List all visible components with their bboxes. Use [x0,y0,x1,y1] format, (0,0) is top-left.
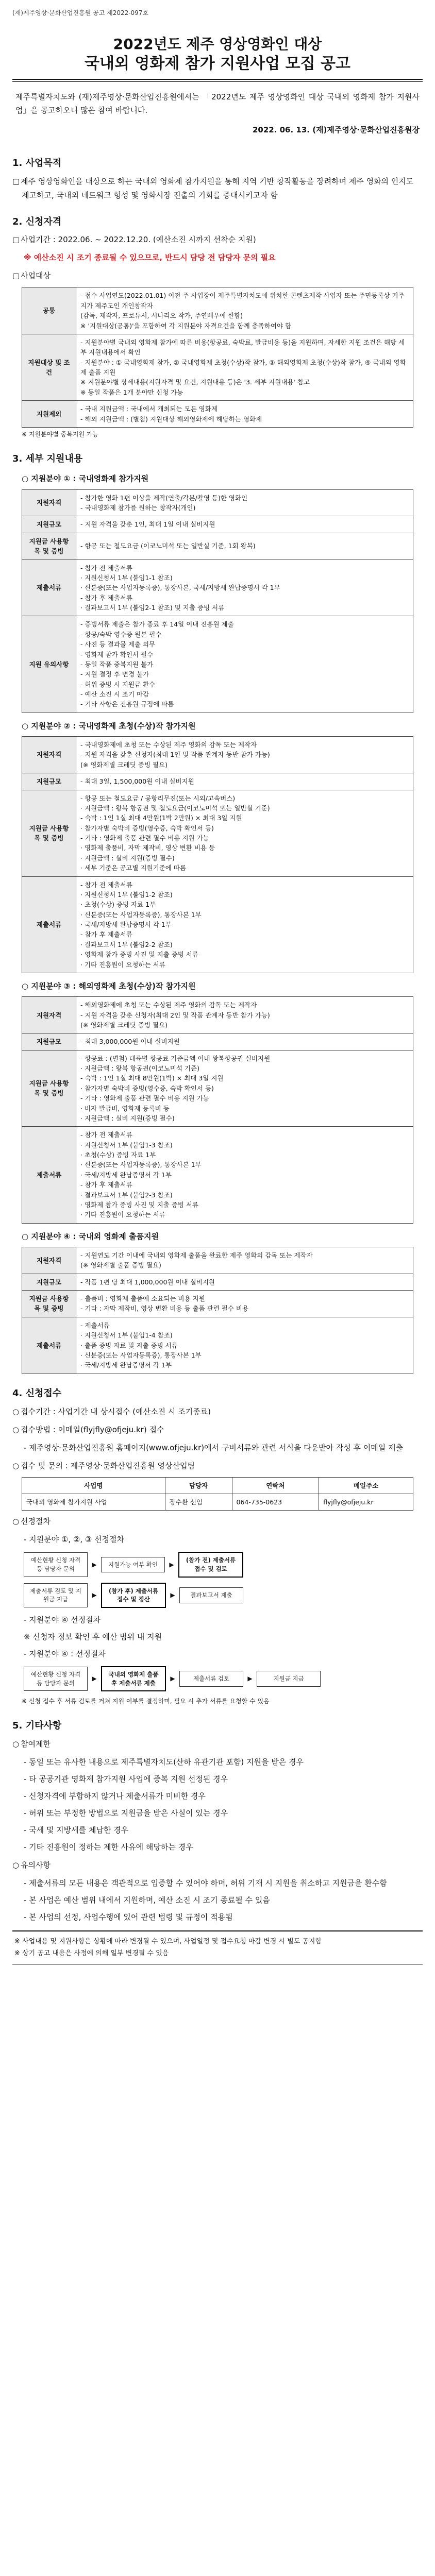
document-header-note: (재)제주영상·문화산업진흥원 공고 제2022-097호 [12,9,149,16]
period-note: ※ 예산소진 시 조기 종료될 수 있으므로, 반드시 담당 전 담당자 문의 필요 [24,253,276,263]
intro-paragraph: 제주특별자치도와 (재)제주영상·문화산업진흥원에서는 「2022년도 제주 영상영화인 대상 국내외 영화제 참가 지원사업」을 공고하오니 많은 참여 바랍니다. [15,92,420,115]
flow-12-row-1: 예산현황 신청 자격 등 담당자 문의 ▶ 지원가능 여부 확인 ▶ (참가 전) 제출서류 접수 및 검토 [24,1552,423,1577]
section-5-title: 5. 기타사항 [12,1720,62,1731]
period-line: ▢ 사업기간 : 2022.06. ~ 2022.12.20. (예산소진 시까지 선착순 지원) [12,235,256,245]
section-1-body: 제주 영상영화인을 대상으로 하는 국내외 영화제 참가지원을 통해 지역 기반 창작활동을 장려하며 제주 영화의 인지도 제고하고, 국내외 네트워크 형성 및 영화시장 진출의 기회를 증대시키고자 함 [21,176,414,200]
program-3-table: 지원자격 - 해외영화제에 초청 또는 수상된 제주 영화의 감독 또는 제작자 - 지원 자격을 갖춘 신청자(최대 2인 및 작품 관계자 동반 참가 가능) (※ 영화제별 크레딧 증빙 필요) 지원규모 - 최대 3,000,000원 이내 실비지원 지원금 사용항목 및 증빙 - 항공료 : (별첨) 대륙별 항공료 기준금액 이내 왕복항공권 실비지원 · 지원금액 : 왕복 항공권(이코노미석 기준) - 숙박 : 1인 1실 최대 8만원(1박) × 최대 3일 지원 · 참가자별 숙박비 증빙(영수증, 숙박 확인서 등) - 기타 : 영화제 출품 관련 필수 비용 지원 가능 · 비자 발급비, 영화제 등록비 등 · 지원금액 : 실비 지원(증빙 필수) 제출서류 - 참가 전 제출서류 · 지원신청서 1부 (붙임1-3 참조) · 초청(수상) 증빙 자료 1부 · 신분증(또는 사업자등록증), 통장사본 1부 · 국세/지방세 완납증명서 각 1부 - 참가 후 제출서류 · 결과보고서 1부 (붙임2-3 참조) · 영화제 참가 증빙 사진 및 지출 증빙 서류 · 기타 진흥원이 요청하는 서류 [22,996,413,1224]
program-3-title: ○ 지원분야 ③ : 해외영화제 초청(수상)작 참가지원 [22,981,196,991]
title-rule [12,79,423,80]
row-header: 지원대상 및 조건 [22,334,76,400]
program-2-title: ○ 지원분야 ② : 국내영화제 초청(수상)작 참가지원 [22,721,196,731]
row-cell: - 국내 지원금액 : 국내에서 개최되는 모든 영화제 - 해외 지원금액 : (별첨) 지원대상 해외영화제에 해당하는 영화제 [76,401,413,428]
program-1-title: ○ 지원분야 ① : 국내영화제 참가지원 [22,474,149,484]
section-1-title: 1. 사업목적 [12,157,62,168]
section-1-text [12,175,423,202]
target-footnote: ※ 지원분야별 중복지원 가능 [22,430,99,438]
title-line-2: 국내외 영화제 참가 지원사업 모집 공고 [85,55,350,73]
row-header: 지원제외 [22,401,76,428]
closing-notes: ※ 사업내용 및 지원사항은 상황에 따라 변경될 수 있으며, 사업일정 및 접수요청 마감 변경 시 별도 공지함 ※ 상기 공고 내용은 사정에 의해 일부 변경될 수 있음 [12,1930,423,1964]
target-line: ▢ 사업대상 [12,271,51,281]
flow-4: 예산현황 신청 자격 등 담당자 문의 ▶ 국내외 영화제 출품 후 제출서류 제출 ▶ 제출서류 검토 ▶ 지원금 지급 [24,1666,423,1691]
flow-12-row-2: 제출서류 검토 및 지원금 지급 ▶ (참가 후) 제출서류 접수 및 정산 ▶ 결과보고서 제출 [24,1583,423,1608]
row-header: 공통 [22,287,76,334]
contact-table: 사업명 담당자 연락처 메일주소 국내외 영화제 참가지원 사업 장수환 선임 064-735-0623 flyjfly@ofjeju.kr [22,1477,413,1511]
section-4-title: 4. 신청접수 [12,1387,62,1399]
program-4-title: ○ 지원분야 ④ : 국내외 영화제 출품지원 [22,1231,159,1241]
eligibility-table [22,287,413,428]
bullet-marker: ▢ [12,176,20,186]
row-cell: - 지원분야별 국내외 영화제 참가에 따른 비용(항공료, 숙박료, 발급비용 등)을 지원하며, 자세한 지원 조건은 해당 세부 지원내용에서 확인 - 지원분야 : ① 국내영화제 참가, ② 국내영화제 초청(수상)작 참가, ③ 해외영화제 초청(수상)작 참가, ④ 국내외 영화제 출품 지원 ※ 지원분야별 상세내용(지원자격 및 요건, 지원내용 등)은 '3. 세부 지원내용' 참고 ※ 동일 작품은 1개 분야만 신청 가능 [76,334,413,400]
document-title [12,35,423,75]
row-cell: - 접수 사업연도(2022.01.01) 이전 주 사업장이 제주특별자치도에 위치한 콘텐츠제작 사업자 또는 주민등록상 거주지가 제주도인 개인창작자 (감독, 제작자, 프로듀서, 시나리오 작가, 주연배우에 한함) ※ '지원대상(공통)'을 포함하여 각 지원분야 자격요건을 함께 충족하여야 함 [76,287,413,334]
title-line-1: 2022년도 제주 영상영화인 대상 [113,35,322,53]
announcement-document: (재)제주영상·문화산업진흥원 공고 제2022-097호 2022년도 제주 영상영화인 대상 국내외 영화제 참가 지원사업 모집 공고 제주특별자치도와 (재)제주영상·문화산업진흥원에서는 「2022년도 제주 영상영화인 대상 국내외 영화제 참가 지원사업」을 공고하오니 많은 참여 바랍니다. 2022. 06. 13. (재)제주영상·문화산업진흥원장 1. 사업목적 ▢ 제주 영상영화인을 대상으로 하는 국내외 영화제 참가지원을 통해 지역 기반 창작활동을 장려하며 제주 영화의 인지도 제고하고, 국내외 네트워크 형성 및 영화시장 진출의 기회를 증대시키고자 함 2. 신청자격 ▢ 사업기간 : 2022.06. ~ 2022.12.20. (예산소진 시까지 선착순 지원) ※ 예산소진 시 조기 종료될 수 있으므로, 반드시 담당 전 담당자 문의 필요 ▢ 사업대상 공통 - 접수 사업연도(2022.01.01) 이전 주 사업장이 제주특별자치도에 위치한 콘텐츠제작 사업자 또는 주민등록상 거주지가 제주도인 개인창작자 (감독, 제작자, 프로듀서, 시나리오 작가, 주연배우에 한함) ※ '지원대상(공통)'을 포함하여 각 지원분야 자격요건을 함께 충족하여야 함 지원대상 및 조건 - 지원분야별 국내외 영화제 참가에 따른 비용(항공료, 숙박료, 발급비용 등)을 지원하며, 자세한 지원 조건은 해당 세부 지원내용에서 확인 - 지원분야 : ① 국내영화제 참가, ② 국내영화제 초청(수상)작 참가, ③ 해외영화제 초청(수상)작 참가, ④ 국내외 영화제 출품 지원 ※ 지원분야별 상세내용(지원자격 및 요건, 지원내용 등)은 '3. 세부 지원내용' 참고 ※ 동일 작품은 1개 분야만 신청 가능 지원제외 - 국내 지원금액 : 국내에서 개최되는 모든 영화제 - 해외 지원금액 : (별첨) 지원대상 해외영화제에 해당하는 영화제 ※ 지원분야별 중복지원 가능 3. 세부 지원내용 ○ 지원분야 ① : 국내영화제 참가지원 지원자격 - 참가한 영화 1편 이상을 제작(연출/각본/촬영 등)한 영화인 - 국내영화제 참가를 원하는 창작자(개인) 지원규모 - 지원 자격을 갖춘 1인, 최대 1일 이내 실비지원 지원금 사용항목 및 증빙 - 항공 또는 철도요금 (이코노미석 또는 일반실 기준, 1회 왕복) 제출서류 - 참가 전 제출서류 · 지원신청서 1부 (붙임1-1 참조) · 신분증(또는 사업자등록증), 통장사본, 국세/지방세 완납증명서 각 1부 - 참가 후 제출서류 · 결과보고서 1부 (붙임2-1 참조) 및 지출 증빙 서류 지원 유의사항 - 증빙서류 제출은 참가 종료 후 14일 이내 진흥원 제출 - 항공/숙박 영수증 원본 필수 - 사진 등 결과물 제출 의무 - 영화제 참가 확인서 필수 - 동일 작품 중복지원 불가 - 지원 결정 후 변경 불가 - 허위 증빙 시 지원금 환수 - 예산 소진 시 조기 마감 - 기타 사항은 진흥원 규정에 따름 ○ 지원분야 ② : 국내영화제 초청(수상)작 참가지원 지원자격 - 국내영화제에 초청 또는 수상된 제주 영화의 감독 또는 제작자 - 지원 자격을 갖춘 신청자(최대 1인 및 작품 관계자 동반 참가 가능) (※ 영화제별 크레딧 증빙 필요) 지원규모 - 최대 3일, 1,500,000원 이내 실비지원 지원금 사용항목 및 증빙 - 항공 또는 철도요금 / 공항리무진(또는 시외/고속버스) · 지원금액 : 왕복 항공권 및 철도요금(이코노미석 또는 일반실 기준) - 숙박 : 1인 1실 최대 4만원(1박 2만원) × 최대 3일 지원 · 참가자별 숙박비 증빙(영수증, 숙박 확인서 등) - 기타 : 영화제 출품 관련 필수 비용 지원 가능 · 영화제 출품비, 자막 제작비, 영상 변환 비용 등 · 지원금액 : 실비 지원(증빙 필수) · 세부 기준은 공고별 지원기준에 따름 제출서류 - 참가 전 제출서류 · 지원신청서 1부 (붙임1-2 참조) · 초청(수상) 증빙 자료 1부 · 신분증(또는 사업자등록증), 통장사본 1부 · 국세/지방세 완납증명서 각 1부 - 참가 후 제출서류 · 결과보고서 1부 (붙임2-2 참조) · 영화제 참가 증빙 사진 및 지출 증빙 서류 · 기타 진흥원이 요청하는 서류 ○ 지원분야 ③ : 해외영화제 초청(수상)작 참가지원 지원자격 - 해외영화제에 초청 또는 수상된 제주 영화의 감독 또는 제작자 - 지원 자격을 갖춘 신청자(최대 2인 및 작품 관계자 동반 참가 가능) (※ 영화제별 크레딧 증빙 필요) 지원규모 - 최대 3,000,000원 이내 실비지원 지원금 사용항목 및 증빙 - 항공료 : (별첨) 대륙별 항공료 기준금액 이내 왕복항공권 실비지원 · 지원금액 : 왕복 항공권(이코노미석 기준) - 숙박 : 1인 1실 최대 8만원(1박) × 최대 3일 지원 · 참가자별 숙박비 증빙(영수증, 숙박 확인서 등) - 기타 : 영화제 출품 관련 필수 비용 지원 가능 · 비자 발급비, 영화제 등록비 등 · 지원금액 : 실비 지원(증빙 필수) 제출서류 - 참가 전 제출서류 · 지원신청서 1부 (붙임1-3 참조) · 초청(수상) 증빙 자료 1부 · 신분증(또는 사업자등록증), 통장사본 1부 · 국세/지방세 완납증명서 각 1부 - 참가 후 제출서류 · 결과보고서 1부 (붙임2-3 참조) · 영화제 참가 증빙 사진 및 지출 증빙 서류 · 기타 진흥원이 요청하는 서류 ○ 지원분야 ④ : 국내외 영화제 출품지원 지원자격 - 지원연도 기간 이내에 국내외 영화제 출품을 완료한 제주 영화의 감독 또는 제작자 (※ 영화제별 출품 증빙 필요) 지원규모 - 작품 1편 당 최대 1,000,000원 이내 실비지원 지원금 사용항목 및 증빙 - 출품비 : 영화제 출품에 소요되는 비용 지원 - 기타 : 자막 제작비, 영상 변환 비용 등 출품 관련 필수 비용 제출서류 - 제출서류 · 지원신청서 1부 (붙임1-4 참조) · 출품 증빙 자료 및 지출 증빙 서류 · 신분증(또는 사업자등록증), 통장사본 1부 · 국세/지방세 완납증명서 각 1부 4. 신청접수 ○ 접수기간 : 사업기간 내 상시접수 (예산소진 시 조기종료) ○ 접수방법 : 이메일(flyjfly@ofjeju.kr) 접수 - 제주영상·문화산업진흥원 홈페이지(www.ofjeju.kr)에서 구비서류와 관련 서식을 다운받아 작성 후 이메일 제출 ○ 접수 및 문의 : 제주영상·문화산업진흥원 영상산업팀 사업명 담당자 연락처 메일주소 국내외 영화제 참가지원 사업 장수환 선임 064-735-0623 flyjfly@ofjeju.kr ○ 선정절차 - 지원분야 ①, ②, ③ 선정절차 예산현황 신청 자격 등 담당자 문의 ▶ 지원가능 여부 확인 ▶ (참가 전) 제출서류 접수 및 검토 제출서류 검토 및 지원금 지급 ▶ (참가 후) 제출서류 접수 및 정산 ▶ 결과보고서 제출 - 지원분야 ④ 선정절차 ※ 신청자 정보 확인 후 예산 범위 내 지원 - 지원분야 ④ : 선정절차 예산현황 신청 자격 등 담당자 문의 ▶ 국내외 영화제 출품 후 제출서류 제출 ▶ 제출서류 검토 ▶ 지원금 지급 ※ 신청 접수 후 서류 검토를 거쳐 지원 여부를 결정하며, 필요 시 추가 서류를 요청할 수 있음 5. 기타사항 ○ 참여제한 - 동일 또는 유사한 내용으로 제주특별자치도(산하 유관기관 포함) 지원을 받은 경우 - 타 공공기관 영화제 참가지원 사업에 중복 지원 선정된 경우 - 신청자격에 부합하지 않거나 제출서류가 미비한 경우 - 허위 또는 부정한 방법으로 지원금을 받은 사실이 있는 경우 - 국세 및 지방세를 체납한 경우 - 기타 진흥원이 정하는 제한 사유에 해당하는 경우 ○ 유의사항 - 제출서류의 모든 내용은 객관적으로 입증할 수 있어야 하며, 허위 기재 시 지원을 취소하고 지원금을 환수함 - 본 사업은 예산 범위 내에서 지원하며, 예산 소진 시 조기 종료될 수 있음 - 본 사업의 선정, 사업수행에 있어 관련 법령 및 규정이 적용됨 ※ 사업내용 및 지원사항은 상황에 따라 변경될 수 있으며, 사업일정 및 접수요청 마감 변경 시 별도 공지함 ※ 상기 공고 내용은 사정에 의해 일부 변경될 수 있음 [12,0,423,1964]
section-2-title: 2. 신청자격 [12,216,62,227]
program-2-table: 지원자격 - 국내영화제에 초청 또는 수상된 제주 영화의 감독 또는 제작자 - 지원 자격을 갖춘 신청자(최대 1인 및 작품 관계자 동반 참가 가능) (※ 영화제별 크레딧 증빙 필요) 지원규모 - 최대 3일, 1,500,000원 이내 실비지원 지원금 사용항목 및 증빙 - 항공 또는 철도요금 / 공항리무진(또는 시외/고속버스) · 지원금액 : 왕복 항공권 및 철도요금(이코노미석 또는 일반실 기준) - 숙박 : 1인 1실 최대 4만원(1박 2만원) × 최대 3일 지원 · 참가자별 숙박비 증빙(영수증, 숙박 확인서 등) - 기타 : 영화제 출품 관련 필수 비용 지원 가능 · 영화제 출품비, 자막 제작비, 영상 변환 비용 등 · 지원금액 : 실비 지원(증빙 필수) · 세부 기준은 공고별 지원기준에 따름 제출서류 - 참가 전 제출서류 · 지원신청서 1부 (붙임1-2 참조) · 초청(수상) 증빙 자료 1부 · 신분증(또는 사업자등록증), 통장사본 1부 · 국세/지방세 완납증명서 각 1부 - 참가 후 제출서류 · 결과보고서 1부 (붙임2-2 참조) · 영화제 참가 증빙 사진 및 지출 증빙 서류 · 기타 진흥원이 요청하는 서류 [22,736,413,973]
section-3-title: 3. 세부 지원내용 [12,453,83,464]
program-1-table: 지원자격 - 참가한 영화 1편 이상을 제작(연출/각본/촬영 등)한 영화인 - 국내영화제 참가를 원하는 창작자(개인) 지원규모 - 지원 자격을 갖춘 1인, 최대 1일 이내 실비지원 지원금 사용항목 및 증빙 - 항공 또는 철도요금 (이코노미석 또는 일반실 기준, 1회 왕복) 제출서류 - 참가 전 제출서류 · 지원신청서 1부 (붙임1-1 참조) · 신분증(또는 사업자등록증), 통장사본, 국세/지방세 완납증명서 각 1부 - 참가 후 제출서류 · 결과보고서 1부 (붙임2-1 참조) 및 지출 증빙 서류 지원 유의사항 - 증빙서류 제출은 참가 종료 후 14일 이내 진흥원 제출 - 항공/숙박 영수증 원본 필수 - 사진 등 결과물 제출 의무 - 영화제 참가 확인서 필수 - 동일 작품 중복지원 불가 - 지원 결정 후 변경 불가 - 허위 증빙 시 지원금 환수 - 예산 소진 시 조기 마감 - 기타 사항은 진흥원 규정에 따름 [22,489,413,713]
program-4-table: 지원자격 - 지원연도 기간 이내에 국내외 영화제 출품을 완료한 제주 영화의 감독 또는 제작자 (※ 영화제별 출품 증빙 필요) 지원규모 - 작품 1편 당 최대 1,000,000원 이내 실비지원 지원금 사용항목 및 증빙 - 출품비 : 영화제 출품에 소요되는 비용 지원 - 기타 : 자막 제작비, 영상 변환 비용 등 출품 관련 필수 비용 제출서류 - 제출서류 · 지원신청서 1부 (붙임1-4 참조) · 출품 증빙 자료 및 지출 증빙 서류 · 신분증(또는 사업자등록증), 통장사본 1부 · 국세/지방세 완납증명서 각 1부 [22,1247,413,1374]
sign-date: 2022. 06. 13. (재)제주영상·문화산업진흥원장 [252,125,420,135]
